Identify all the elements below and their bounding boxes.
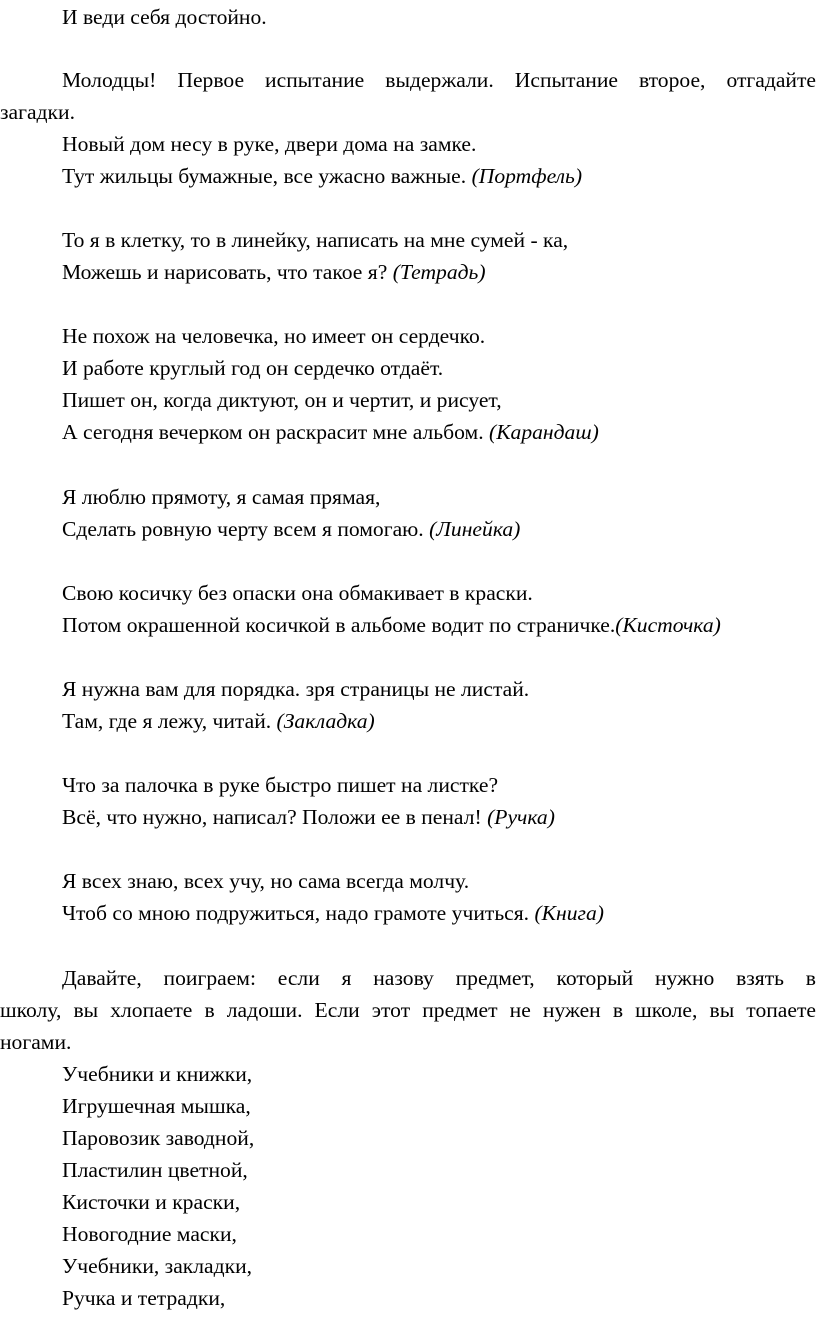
list-item: Кисточки и краски, [62, 1190, 241, 1214]
riddle-line: Свою косичку без опаски она обмакивает в краски. [62, 581, 533, 605]
riddle-line: Что за палочка в руке быстро пишет на листке? [62, 773, 499, 797]
riddle-line: Я люблю прямоту, я самая прямая, [62, 485, 381, 509]
game-line: Давайте, поиграем: если я назову предмет, который нужно взять в [62, 966, 816, 990]
riddle-line: Я всех знаю, всех учу, но сама всегда молчу. [62, 869, 470, 893]
riddle-text: Там, где я лежу, читай. [62, 709, 277, 733]
riddle-answer: (Тетрадь) [392, 260, 486, 284]
riddle-line: Пишет он, когда диктуют, он и чертит, и рисует, [62, 388, 502, 412]
riddle-line [62, 163, 582, 190]
riddle-line: То я в клетку, то в линейку, написать на мне сумей - ка, [62, 228, 569, 252]
riddle-text: Можешь и нарисовать, что такое я? [62, 260, 393, 284]
riddle-answer: (Закладка) [276, 709, 375, 733]
riddle-line: Новый дом несу в руке, двери дома на замке. [62, 132, 477, 156]
riddle-line [62, 612, 721, 639]
list-item: Ручка и тетрадки, [62, 1286, 226, 1310]
list-item: Учебники, закладки, [62, 1254, 253, 1278]
riddle-answer: (Ручка) [487, 805, 555, 829]
riddle-text: Чтоб со мною подружиться, надо грамоте учиться. [62, 901, 535, 925]
riddle-line [62, 900, 604, 927]
riddle-answer: (Карандаш) [489, 420, 599, 444]
riddle-line [62, 259, 486, 286]
riddle-text: Потом окрашенной косичкой в альбоме водит по страничке. [62, 613, 616, 637]
intro-line: Молодцы! Первое испытание выдержали. Испытание второе, отгадайте [62, 68, 816, 92]
intro-line: И веди себя достойно. [62, 5, 267, 29]
riddle-line: Не похож на человечка, но имеет он сердечко. [62, 324, 486, 348]
riddle-text: А сегодня вечерком он раскрасит мне альбом. [62, 420, 489, 444]
riddle-answer: (Линейка) [429, 517, 521, 541]
riddle-line [62, 804, 555, 831]
game-line: ногами. [0, 1030, 72, 1054]
riddle-line [62, 708, 375, 735]
riddle-answer: (Портфель) [471, 164, 583, 188]
riddle-answer: (Книга) [534, 901, 604, 925]
riddle-answer: (Кисточка) [615, 613, 721, 637]
list-item: Паровозик заводной, [62, 1126, 255, 1150]
intro-line: загадки. [0, 100, 75, 124]
list-item: Новогодние маски, [62, 1222, 237, 1246]
riddle-line: Я нужна вам для порядка. зря страницы не листай. [62, 677, 530, 701]
list-item: Пластилин цветной, [62, 1158, 248, 1182]
list-item: Учебники и книжки, [62, 1062, 253, 1086]
riddle-text: Сделать ровную черту всем я помогаю. [62, 517, 430, 541]
riddle-line: И работе круглый год он сердечко отдаёт. [62, 356, 444, 380]
riddle-line [62, 516, 520, 543]
riddle-text: Тут жильцы бумажные, все ужасно важные. [62, 164, 472, 188]
game-line: школу, вы хлопаете в ладоши. Если этот предмет не нужен в школе, вы топаете [0, 998, 816, 1022]
riddle-line [62, 419, 599, 446]
riddle-text: Всё, что нужно, написал? Положи ее в пенал! [62, 805, 488, 829]
list-item: Игрушечная мышка, [62, 1094, 251, 1118]
